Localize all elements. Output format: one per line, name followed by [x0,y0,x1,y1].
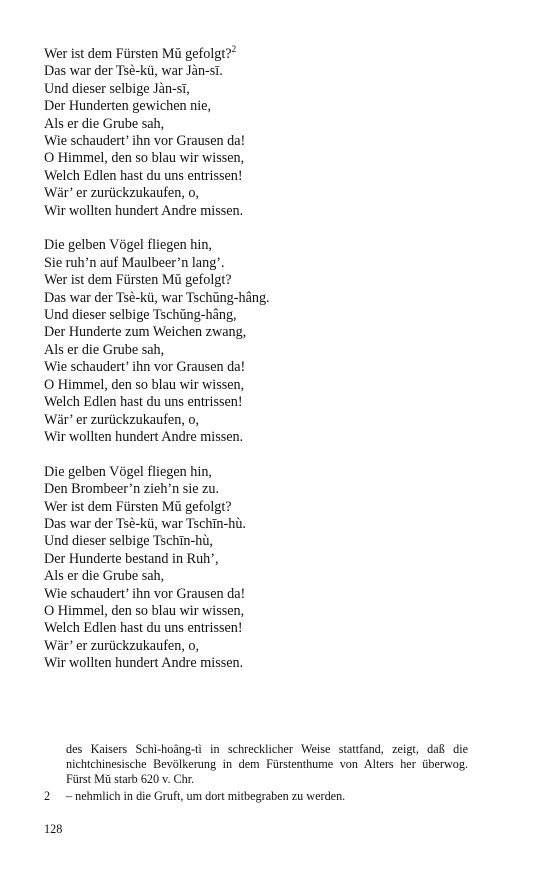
footnote-continuation: des Kaisers Schì-hoâng-tì in schrecklicher Weise stattfand, zeigt, daß die nichtchinesische Bevölkerung in dem Fürstenthume von Alters her überwog. Fürst Mŭ starb 620 v. Chr. [66,742,468,787]
poem-line: Den Brombeer’n zieh’n sie zu. [44,481,220,498]
poem-line: Und dieser selbige Tschīn-hù, [44,533,213,550]
poem-line: Wie schaudert’ ihn vor Grausen da! [44,133,246,150]
poem-line: Wär’ er zurückzukaufen, o, [44,185,200,202]
poem-line-text: Wer ist dem Fürsten Mŭ gefolgt? [44,46,232,62]
poem-line: Welch Edlen hast du uns entrissen! [44,167,243,184]
poem-line: Das war der Tsè-kü, war Tschīn-hù. [44,515,246,532]
poem-line: Die gelben Vögel fliegen hin, [44,463,212,480]
stanza-1 [44,46,514,220]
poem-line: Wer ist dem Fürsten Mŭ gefolgt? [44,272,232,289]
poem-line: Die gelben Vögel fliegen hin, [44,237,212,254]
footnotes [44,742,468,804]
footnote-2 [44,789,468,804]
poem-line: Welch Edlen hast du uns entrissen! [44,620,243,637]
poem-line: Wär’ er zurückzukaufen, o, [44,411,200,428]
poem-line: Als er die Grube sah, [44,341,165,358]
poem-line: Als er die Grube sah, [44,568,165,585]
poem-line: Wär’ er zurückzukaufen, o, [44,637,200,654]
stanza-2 [44,237,514,446]
poem-line: Wie schaudert’ ihn vor Grausen da! [44,585,246,602]
poem-line: Und dieser selbige Tschŭng-hâng, [44,307,237,324]
poem-line [44,46,514,63]
footnote-text: – nehmlich in die Gruft, um dort mitbegraben zu werden. [66,788,346,803]
poem-line: Als er die Grube sah, [44,115,165,132]
poem-line: Das war der Tsè-kü, war Jàn-sī. [44,63,223,80]
poem-line: Wir wollten hundert Andre missen. [44,202,244,219]
poem-line: O Himmel, den so blau wir wissen, [44,602,245,619]
poem-line: Wie schaudert’ ihn vor Grausen da! [44,359,246,376]
poem-line: Welch Edlen hast du uns entrissen! [44,394,243,411]
poem-line: O Himmel, den so blau wir wissen, [44,376,245,393]
poem-line: Das war der Tsè-kü, war Tschŭng-hâng. [44,289,270,306]
poem-line: Der Hunderte zum Weichen zwang, [44,324,247,341]
poem-line: Wir wollten hundert Andre missen. [44,428,244,445]
poem-line: Der Hunderten gewichen nie, [44,98,212,115]
poem-line: Wer ist dem Fürsten Mŭ gefolgt? [44,498,232,515]
footnote-number: 2 [44,788,51,803]
poem-line: O Himmel, den so blau wir wissen, [44,150,245,167]
poem-line: Der Hunderte bestand in Ruh’, [44,550,219,567]
poem-line: Sie ruh’n auf Maulbeer’n lang’. [44,254,225,271]
poem-line: Wir wollten hundert Andre missen. [44,655,244,672]
page-number: 128 [44,822,63,836]
footnote-reference: 2 [231,44,237,54]
stanza-3 [44,464,514,673]
poem-line: Und dieser selbige Jàn-sī, [44,80,190,97]
poem [44,46,514,673]
